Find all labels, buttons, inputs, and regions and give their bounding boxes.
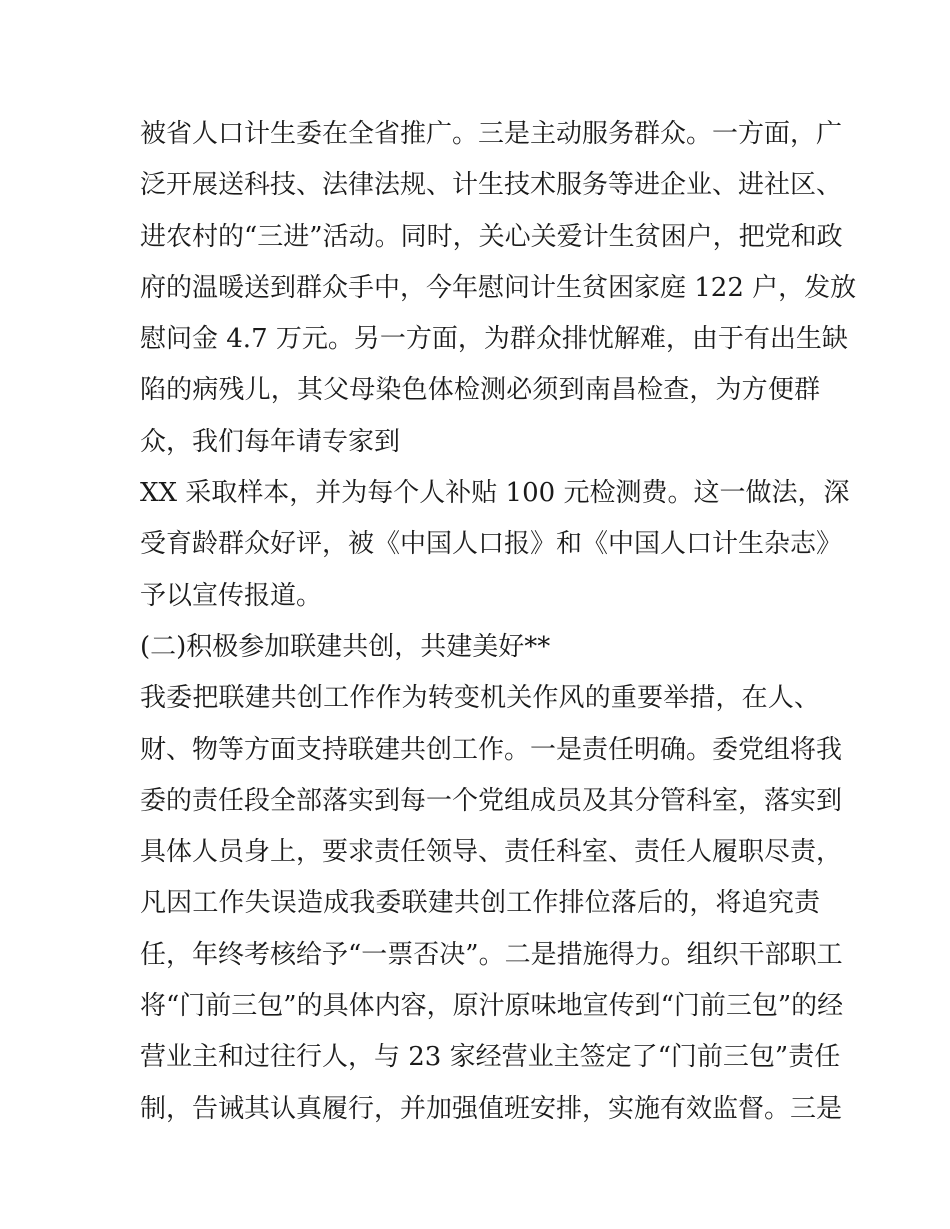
text-line: 任，年终考核给予“一票否决”。二是措施得力。组织干部职工	[140, 939, 843, 970]
text-line: 财、物等方面支持联建共创工作。一是责任明确。委党组将我	[140, 734, 843, 765]
text-line: 慰问金 4.7 万元。另一方面，为群众排忧解难，由于有出生缺	[140, 324, 848, 355]
text-line: 进农村的“三进”活动。同时，关心关爱计生贫困户，把党和政	[140, 221, 843, 252]
text-line: 我委把联建共创工作作为转变机关作风的重要举措，在人、	[140, 683, 820, 714]
text-line: 受育龄群众好评，被《中国人口报》和《中国人口计生杂志》	[140, 529, 843, 560]
text-line: XX 采取样本，并为每个人补贴 100 元检测费。这一做法，深	[140, 478, 850, 509]
text-line: 制，告诫其认真履行，并加强值班安排，实施有效监督。三是	[140, 1093, 843, 1124]
text-line: 被省人口计生委在全省推广。三是主动服务群众。一方面，广	[140, 119, 843, 149]
section-heading: (二)积极参加联建共创，共建美好**	[140, 631, 551, 662]
text-line: 泛开展送科技、法律法规、计生技术服务等进企业、进社区、	[140, 170, 843, 201]
text-line: 予以宣传报道。	[140, 580, 323, 611]
text-line: 营业主和过往行人，与 23 家经营业主签定了“门前三包”责任	[140, 1042, 841, 1073]
text-line: 具体人员身上，要求责任领导、责任科室、责任人履职尽责，	[140, 837, 843, 868]
text-line: 陷的病残儿，其父母染色体检测必须到南昌检查，为方便群	[140, 375, 820, 406]
document-body	[140, 109, 857, 1135]
text-line: 凡因工作失误造成我委联建共创工作排位落后的，将追究责	[140, 888, 820, 919]
text-line: 委的责任段全部落实到每一个党组成员及其分管科室，落实到	[140, 785, 843, 816]
text-line: 众，我们每年请专家到	[140, 426, 401, 457]
text-line: 府的温暖送到群众手中，今年慰问计生贫困家庭 122 户，发放	[140, 272, 857, 303]
text-line: 将“门前三包”的具体内容，原汁原味地宣传到“门前三包”的经	[140, 991, 844, 1022]
